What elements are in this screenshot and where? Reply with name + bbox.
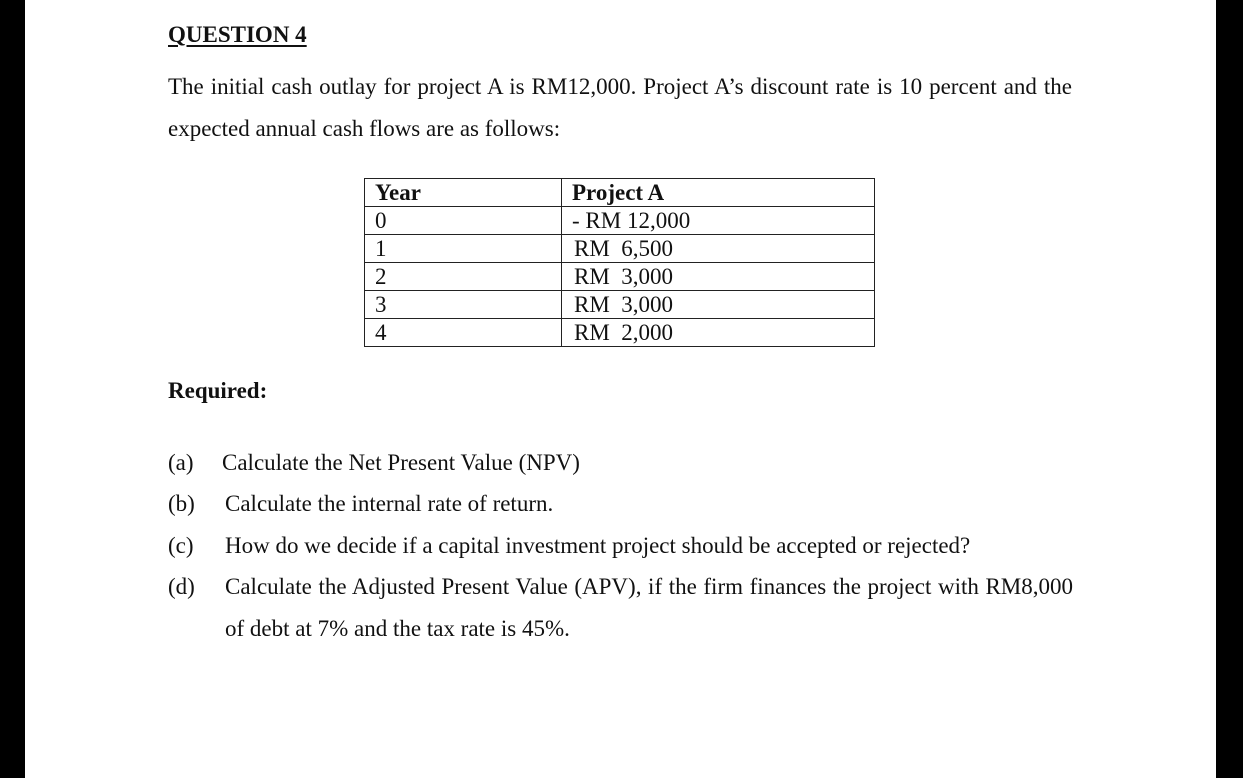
cash-flow-cell: - RM 12,000 [562,207,875,235]
required-item-b [168,483,1073,525]
year-cell: 1 [365,235,562,263]
item-text: Calculate the Net Present Value (NPV) [222,450,580,475]
table-row [365,291,875,319]
table-row [365,319,875,347]
document-page [25,0,1216,778]
year-cell: 3 [365,291,562,319]
cash-flow-cell: RM 3,000 [562,263,875,291]
item-text: Calculate the internal rate of return. [225,491,554,516]
cash-flow-cell: RM 6,500 [562,235,875,263]
item-label: (b) [168,491,195,516]
required-item-a [168,442,1073,484]
item-label: (d) [168,574,195,599]
table-row [365,207,875,235]
required-heading: Required: [168,378,268,403]
year-cell: 2 [365,263,562,291]
table-header-row [365,179,875,207]
item-text: How do we decide if a capital investment project should be accepted or rejected? [225,533,971,558]
table-row [365,235,875,263]
required-item-c [168,525,1073,567]
required-item-d [168,566,1073,650]
question-title: QUESTION 4 [168,22,307,47]
cash-flow-table [364,178,875,347]
year-cell: 0 [365,207,562,235]
item-text: Calculate the Adjusted Present Value (APV), if the firm finances the project with RM8,000 of debt at 7% and the tax rate is 45%. [225,574,1073,641]
cash-flow-cell: RM 3,000 [562,291,875,319]
item-label: (a) [168,450,194,475]
year-cell: 4 [365,319,562,347]
question-intro: The initial cash outlay for project A is RM12,000. Project A’s discount rate is 10 percent and the expected annual cash flows are as follows: [168,74,1072,141]
item-label: (c) [168,533,194,558]
table-row [365,263,875,291]
header-project-a: Project A [562,179,875,207]
header-year: Year [365,179,562,207]
cash-flow-cell: RM 2,000 [562,319,875,347]
